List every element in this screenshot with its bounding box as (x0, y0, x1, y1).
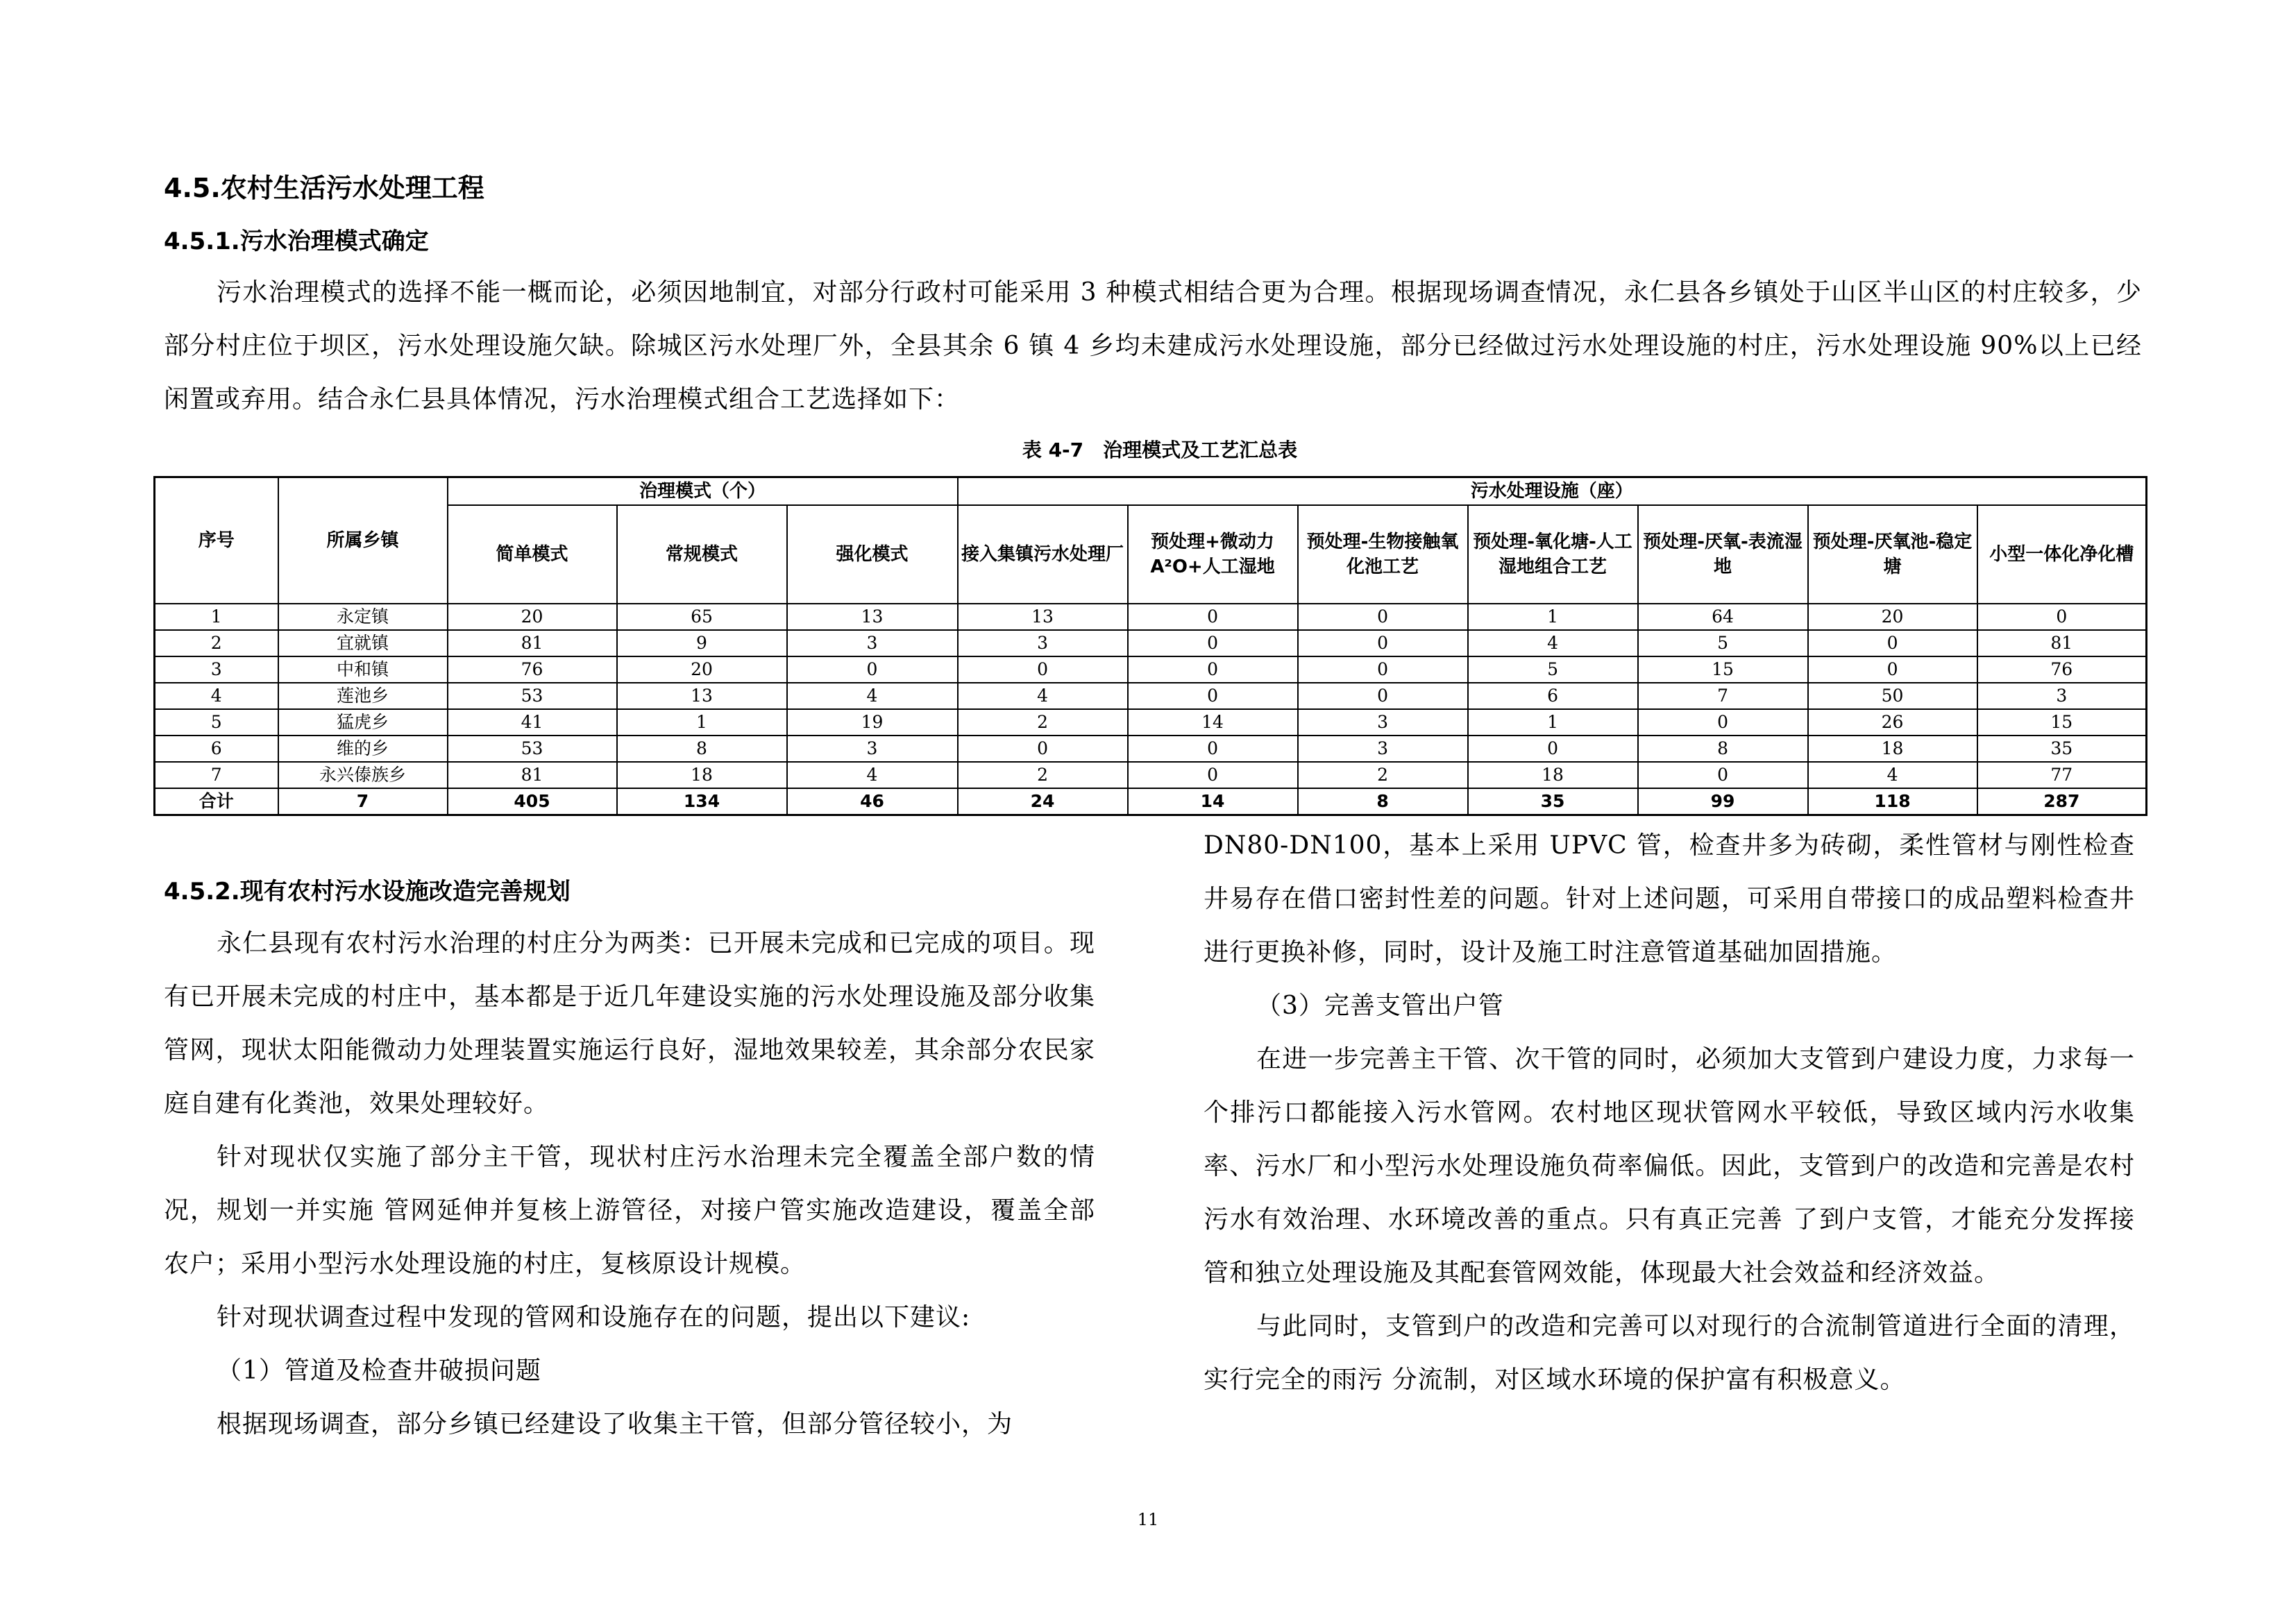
table-cell: 77 (1977, 762, 2147, 788)
header-facility-5: 预处理-厌氧-表流湿地 (1638, 505, 1808, 604)
table-cell: 53 (448, 736, 617, 762)
left-paragraph-2: 针对现状仅实施了部分主干管，现状村庄污水治理未完全覆盖全部户数的情况，规划一并实施 管网延伸并复核上游管径，对接户管实施改造建设，覆盖全部农户；采用小型污水处理设施的村庄，复核原设计规模。 (164, 1143, 1095, 1278)
table-cell: 35 (1977, 736, 2147, 762)
table-cell: 81 (448, 762, 617, 788)
left-paragraph-5: 根据现场调查，部分乡镇已经建设了收集主干管，但部分管径较小，为 (217, 1410, 1013, 1438)
table-cell: 0 (1128, 762, 1298, 788)
table-cell: 0 (1977, 604, 2147, 630)
table-cell: 合计 (155, 788, 278, 815)
table-cell: 5 (1638, 630, 1808, 656)
table-cell: 2 (958, 709, 1128, 736)
left-paragraph-3: 针对现状调查过程中发现的管网和设施存在的问题，提出以下建议: (217, 1303, 971, 1332)
table-cell: 5 (1468, 656, 1638, 683)
header-facility-2-line2: A²O+人工湿地 (1150, 556, 1275, 577)
table-cell: 0 (1298, 604, 1468, 630)
table-cell: 18 (617, 762, 787, 788)
header-facility-3: 预处理-生物接触氧化池工艺 (1298, 505, 1468, 604)
page-number: 11 (1137, 1510, 1159, 1529)
intro-block (164, 266, 2142, 426)
table-cell: 0 (1298, 683, 1468, 709)
right-paragraph-2: （3）完善支管出户管 (1256, 992, 1504, 1020)
header-facility-2 (1128, 505, 1298, 604)
right-column (1204, 819, 2135, 1407)
table-cell: 20 (448, 604, 617, 630)
table-cell: 2 (1298, 762, 1468, 788)
table-cell: 2 (958, 762, 1128, 788)
table-cell: 8 (1638, 736, 1808, 762)
table-row (155, 736, 2147, 762)
table-row (155, 683, 2147, 709)
table-cell: 6 (1468, 683, 1638, 709)
section-title: 4.5.农村生活污水处理工程 (164, 173, 484, 203)
table-body (155, 604, 2147, 815)
table-cell: 15 (1977, 709, 2147, 736)
table-cell: 1 (1468, 604, 1638, 630)
table-cell: 2 (155, 630, 278, 656)
header-strong-mode: 强化模式 (787, 505, 958, 604)
table-cell: 0 (1128, 656, 1298, 683)
table-cell: 76 (448, 656, 617, 683)
header-facility-2-line1: 预处理+微动力 (1151, 531, 1274, 552)
table-cell: 53 (448, 683, 617, 709)
header-group-facility: 污水处理设施（座） (958, 477, 2147, 505)
table-cell: 4 (787, 683, 958, 709)
table-cell: 1 (617, 709, 787, 736)
table-cell: 维的乡 (278, 736, 448, 762)
table-cell: 3 (155, 656, 278, 683)
table-cell: 莲池乡 (278, 683, 448, 709)
table-cell: 0 (1298, 656, 1468, 683)
subsection-title-4-5-2: 4.5.2.现有农村污水设施改造完善规划 (164, 878, 571, 906)
table-cell: 50 (1808, 683, 1977, 709)
table-cell: 64 (1638, 604, 1808, 630)
table-cell: 3 (1298, 736, 1468, 762)
table-cell: 15 (1638, 656, 1808, 683)
table-row (155, 656, 2147, 683)
table-cell: 永兴傣族乡 (278, 762, 448, 788)
table-cell: 287 (1977, 788, 2147, 815)
table-cell: 6 (155, 736, 278, 762)
left-paragraph-4: （1）管道及检查井破损问题 (217, 1357, 541, 1385)
table-cell: 0 (1638, 762, 1808, 788)
table-cell: 13 (617, 683, 787, 709)
header-simple-mode: 简单模式 (448, 505, 617, 604)
table-cell: 猛虎乡 (278, 709, 448, 736)
right-paragraph-3: 在进一步完善主干管、次干管的同时，必须加大支管到户建设力度，力求每一个排污口都能接入污水管网。农村地区现状管网水平较低，导致区域内污水收集率、污水厂和小型污水处理设施负荷率偏低。因此，支管到户的改造和完善是农村污水有效治理、水环境改善的重点。只有真正完善 了到户支管，才能充分发挥接管和独立处理设施及其配套管网效能，体现最大社会效益和经济效益。 (1204, 1045, 2135, 1287)
right-paragraph-4: 与此同时，支管到户的改造和完善可以对现行的合流制管道进行全面的清理，实行完全的雨污 分流制，对区域水环境的保护富有积极意义。 (1204, 1312, 2135, 1394)
header-seq: 序号 (155, 477, 278, 604)
table-cell: 14 (1128, 788, 1298, 815)
table-cell: 0 (1128, 630, 1298, 656)
header-facility-4: 预处理-氧化塘-人工湿地组合工艺 (1468, 505, 1638, 604)
table-cell: 13 (958, 604, 1128, 630)
table-cell: 3 (1977, 683, 2147, 709)
table-cell: 76 (1977, 656, 2147, 683)
table-cell: 0 (1128, 604, 1298, 630)
table-cell: 0 (1808, 630, 1977, 656)
table-cell: 134 (617, 788, 787, 815)
header-facility-1: 接入集镇污水处理厂 (958, 505, 1128, 604)
table-cell: 0 (1128, 736, 1298, 762)
table-cell: 41 (448, 709, 617, 736)
right-paragraph-1: DN80-DN100，基本上采用 UPVC 管，检查井多为砖砌，柔性管材与刚性检查井易存在借口密封性差的问题。针对上述问题，可采用自带接口的成品塑料检查井进行更换补修，同时，设计及施工时注意管道基础加固措施。 (1204, 831, 2135, 967)
table-cell: 0 (787, 656, 958, 683)
header-normal-mode: 常规模式 (617, 505, 787, 604)
table-cell: 35 (1468, 788, 1638, 815)
table-cell: 405 (448, 788, 617, 815)
table-cell: 4 (958, 683, 1128, 709)
table-caption: 表 4-7 治理模式及工艺汇总表 (1022, 439, 1298, 461)
table-cell: 18 (1808, 736, 1977, 762)
table-row (155, 604, 2147, 630)
header-facility-6: 预处理-厌氧池-稳定塘 (1808, 505, 1977, 604)
table-cell: 8 (617, 736, 787, 762)
table-cell: 20 (1808, 604, 1977, 630)
table-cell: 118 (1808, 788, 1977, 815)
table-cell: 3 (787, 630, 958, 656)
table-cell: 3 (958, 630, 1128, 656)
table-cell: 18 (1468, 762, 1638, 788)
table-cell: 7 (155, 762, 278, 788)
table-cell: 0 (1808, 656, 1977, 683)
summary-table-wrap (153, 476, 2147, 816)
table-cell: 0 (1468, 736, 1638, 762)
table-cell: 0 (1128, 683, 1298, 709)
table-cell: 4 (155, 683, 278, 709)
table-cell: 26 (1808, 709, 1977, 736)
table-cell: 中和镇 (278, 656, 448, 683)
left-paragraph-1: 永仁县现有农村污水治理的村庄分为两类：已开展未完成和已完成的项目。现有已开展未完成的村庄中，基本都是于近几年建设实施的污水处理设施及部分收集管网，现状太阳能微动力处理装置实施运行良好，湿地效果较差，其余部分农民家庭自建有化粪池，效果处理较好。 (164, 929, 1095, 1118)
table-cell: 14 (1128, 709, 1298, 736)
table-cell: 24 (958, 788, 1128, 815)
table-cell: 81 (1977, 630, 2147, 656)
table-cell: 8 (1298, 788, 1468, 815)
table-cell: 13 (787, 604, 958, 630)
table-cell: 1 (1468, 709, 1638, 736)
table-row (155, 762, 2147, 788)
table-cell: 0 (958, 656, 1128, 683)
table-cell: 99 (1638, 788, 1808, 815)
table-cell: 5 (155, 709, 278, 736)
table-row (155, 709, 2147, 736)
table-cell: 1 (155, 604, 278, 630)
table-cell: 3 (1298, 709, 1468, 736)
table-cell: 7 (1638, 683, 1808, 709)
subsection-title-4-5-1: 4.5.1.污水治理模式确定 (164, 228, 429, 255)
table-cell: 4 (1808, 762, 1977, 788)
table-cell: 65 (617, 604, 787, 630)
header-town: 所属乡镇 (278, 477, 448, 604)
table-cell: 9 (617, 630, 787, 656)
table-cell: 0 (1298, 630, 1468, 656)
table-cell: 4 (1468, 630, 1638, 656)
table-cell: 4 (787, 762, 958, 788)
table-cell: 81 (448, 630, 617, 656)
summary-table (153, 476, 2147, 816)
header-facility-7: 小型一体化净化槽 (1977, 505, 2147, 604)
table-cell: 20 (617, 656, 787, 683)
table-cell: 0 (958, 736, 1128, 762)
table-cell: 19 (787, 709, 958, 736)
table-cell: 0 (1638, 709, 1808, 736)
table-cell: 3 (787, 736, 958, 762)
table-cell: 宜就镇 (278, 630, 448, 656)
intro-paragraph: 污水治理模式的选择不能一概而论，必须因地制宜，对部分行政村可能采用 3 种模式相结合更为合理。根据现场调查情况，永仁县各乡镇处于山区半山区的村庄较多，少部分村庄位于坝区，污水处理设施欠缺。除城区污水处理厂外，全县其余 6 镇 4 乡均未建成污水处理设施，部分已经做过污水处理设施的村庄，污水处理设施 90%以上已经闲置或弃用。结合永仁县具体情况，污水治理模式组合工艺选择如下： (164, 278, 2142, 414)
table-cell: 46 (787, 788, 958, 815)
table-cell: 7 (278, 788, 448, 815)
table-cell: 永定镇 (278, 604, 448, 630)
table-total-row (155, 788, 2147, 815)
header-group-mode: 治理模式（个） (448, 477, 958, 505)
left-column (164, 917, 1095, 1451)
table-row (155, 630, 2147, 656)
